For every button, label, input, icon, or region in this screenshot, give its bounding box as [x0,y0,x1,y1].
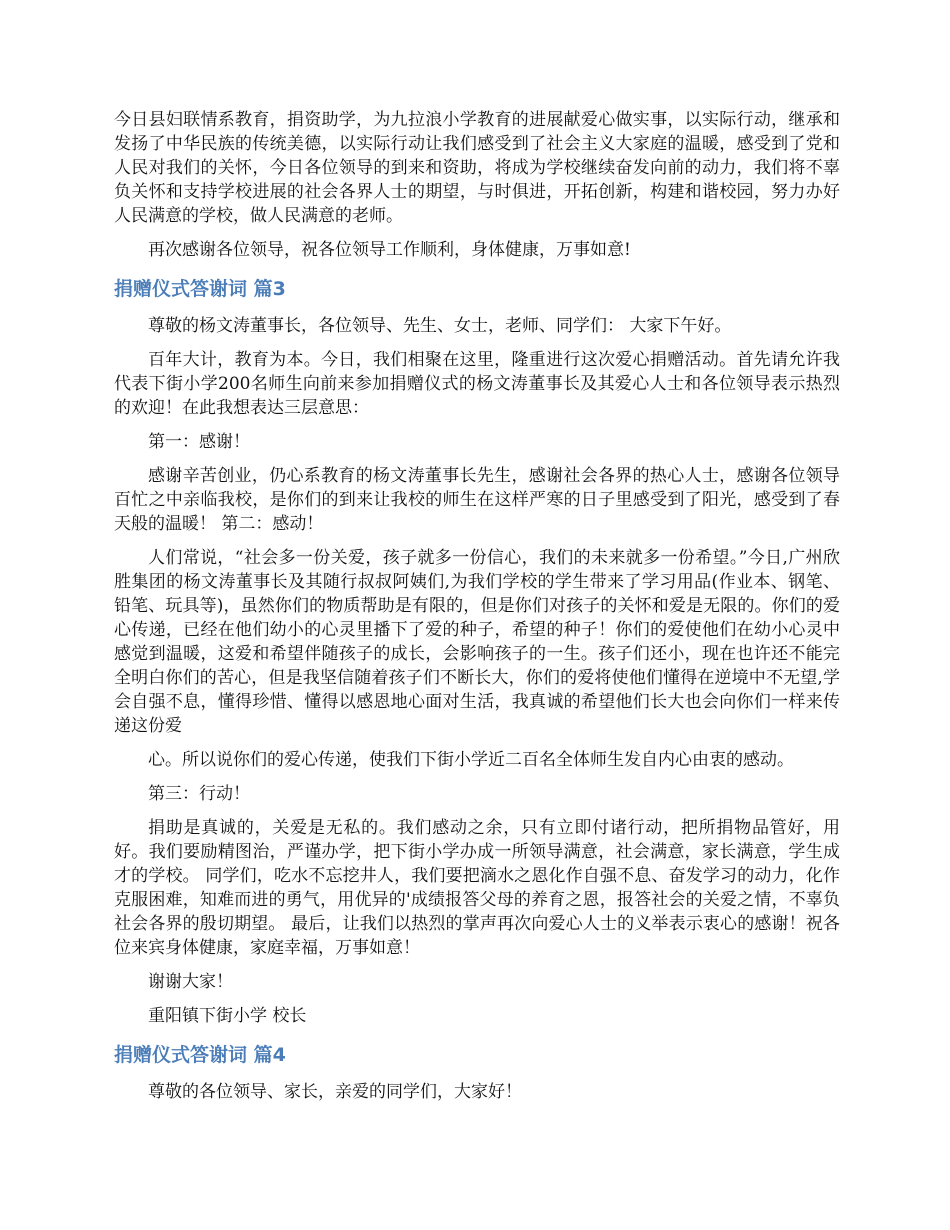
section-heading-3: 捐赠仪式答谢词 篇3 [114,278,286,300]
paragraph: 感谢辛苦创业，仍心系教育的杨文涛董事长先生，感谢社会各界的热心人士，感谢各位领导百忙之中亲临我校，是你们的到来让我校的师生在这样严寒的日子里感受到了阳光，感受到了春天般的温暖！ 第二：感动！ [114,466,840,534]
section-heading-4: 捐赠仪式答谢词 篇4 [114,1044,286,1066]
paragraph: 谢谢大家！ [148,972,233,992]
paragraph: 捐助是真诚的，关爱是无私的。我们感动之余，只有立即付诸行动，把所捐物品管好，用好。我们要励精图治，严谨办学，把下街小学办成一所领导满意，社会满意，家长满意，学生成才的学校。 同学们，吃水不忘挖井人，我们要把滴水之恩化作自强不息、奋发学习的动力，化作克服困难，知难而进的勇气，用优异的'成绩报答父母的养育之恩，报答社会的关爱之情，不辜负社会各界的殷切期望。 最后，让我们以热烈的掌声再次向爱心人士的义举表示衷心的感谢！祝各位来宾身体健康，家庭幸福，万事如意！ [114,818,840,958]
paragraph: 第一：感谢！ [148,432,250,452]
paragraph: 人们常说，“社会多一份关爱，孩子就多一份信心，我们的未来就多一份希望。”今日,广州欣胜集团的杨文涛董事长及其随行叔叔阿姨们,为我们学校的学生带来了学习用品(作业本、钢笔、铅笔、玩具等)，虽然你们的物质帮助是有限的，但是你们对孩子的关怀和爱是无限的。你们的爱心传递，已经在他们幼小的心灵里播下了爱的种子，希望的种子！你们的爱使他们在幼小心灵中感觉到温暖，这爱和希望伴随孩子的成长，会影响孩子的一生。孩子们还小，现在也许还不能完全明白你们的苦心，但是我坚信随着孩子们不断长大，你们的爱将使他们懂得在逆境中不无望,学会自强不息，懂得珍惜、懂得以感恩地心面对生活，我真诚的希望他们长大也会向你们一样来传递这份爱 [114,548,840,736]
paragraph: 尊敬的各位领导、家长，亲爱的同学们，大家好！ [148,1082,522,1102]
paragraph: 今日县妇联情系教育，捐资助学，为九拉浪小学教育的进展献爱心做实事，以实际行动，继承和发扬了中华民族的传统美德，以实际行动让我们感受到了社会主义大家庭的温暖，感受到了党和人民对我们的关怀，今日各位领导的到来和资助，将成为学校继续奋发向前的动力，我们将不辜负关怀和支持学校进展的社会各界人士的期望，与时俱进，开拓创新，构建和谐校园，努力办好人民满意的学校，做人民满意的老师。 [114,110,840,226]
signature-line: 重阳镇下街小学 校长 [148,1006,307,1026]
paragraph: 尊敬的杨文涛董事长，各位领导、先生、女士，老师、同学们： 大家下午好。 [148,316,732,336]
document-page [114,108,840,1114]
paragraph: 再次感谢各位领导，祝各位领导工作顺利，身体健康，万事如意! [148,240,631,260]
paragraph: 心。所以说你们的爱心传递，使我们下街小学近二百名全体师生发自内心由衷的感动。 [148,750,794,770]
paragraph: 百年大计，教育为本。今日，我们相聚在这里，隆重进行这次爱心捐赠活动。首先请允许我代表下街小学200名师生向前来参加捐赠仪式的杨文涛董事长及其爱心人士和各位领导表示热烈的欢迎！在此我想表达三层意思： [114,350,840,418]
paragraph: 第三：行动！ [148,784,250,804]
